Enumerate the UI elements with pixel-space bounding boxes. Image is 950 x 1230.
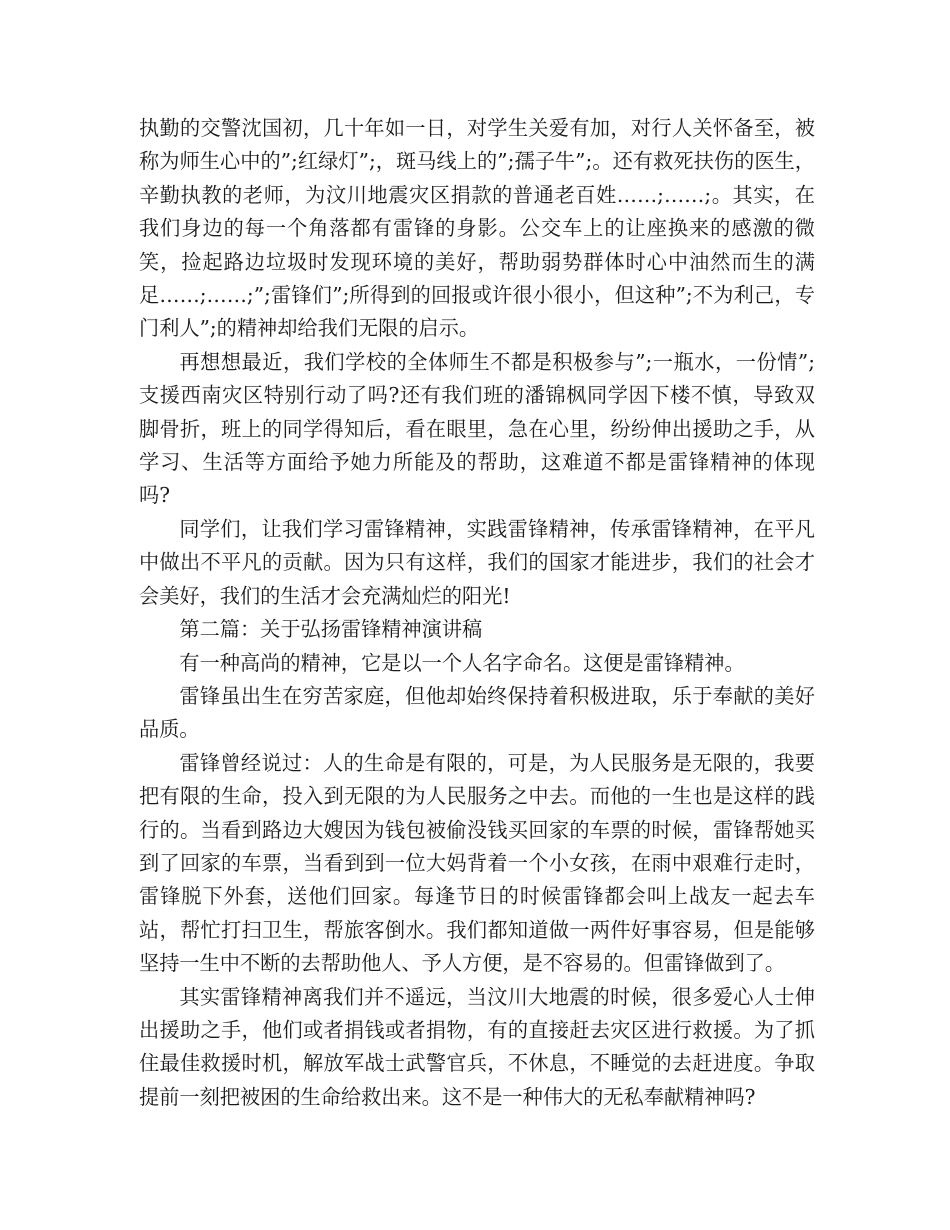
paragraph-continuation: 执勤的交警沈国初，几十年如一日，对学生关爱有加，对行人关怀备至，被称为师生心中的”;红绿灯”;，斑马线上的”;孺子牛”;。还有救死扶伤的医生，辛勤执教的老师，为汶川地震灾区捐款的普通老百姓……;……;。其实，在我们身边的每一个角落都有雷锋的身影。公交车上的让座换来的感激的微笑，捡起路边垃圾时发现环境的美好，帮助弱势群体时心中油然而生的满足……;……;”;雷锋们”;所得到的回报或许很小很小，但这种”;不为利己，专门利人”;的精神却给我们无限的启示。: [139, 116, 815, 341]
paragraph-wenchuan: 其实雷锋精神离我们并不遥远，当汶川大地震的时候，很多爱心人士伸出援助之手，他们或者捐钱或者捐物，有的直接赶去灾区进行救援。为了抓住最佳救援时机，解放军战士武警官兵，不休息，不睡觉的去赶进度。争取提前一刻把被困的生命给救出来。这不是一种伟大的无私奉献精神吗?: [139, 984, 815, 1109]
section-heading: 第二篇：关于弘扬雷锋精神演讲稿: [179, 617, 483, 642]
document-body: [139, 112, 815, 1114]
paragraph-school-relief: 再想想最近，我们学校的全体师生不都是积极参与”;一瓶水，一份情”;支援西南灾区特别行动了吗?还有我们班的潘锦枫同学因下楼不慎，导致双脚骨折，班上的同学得知后，看在眼里，急在心里，纷纷伸出援助之手，从学习、生活等方面给予她力所能及的帮助，这难道不都是雷锋精神的体现吗?: [139, 349, 815, 508]
paragraph-background: 雷锋虽出生在穷苦家庭，但他却始终保持着积极进取，乐于奉献的美好品质。: [139, 683, 815, 742]
paragraph-quote-deeds: 雷锋曾经说过：人的生命是有限的，可是，为人民服务是无限的，我要把有限的生命，投入到无限的为人民服务之中去。而他的一生也是这样的践行的。当看到路边大嫂因为钱包被偷没钱买回家的车票的时候，雷锋帮她买到了回家的车票，当看到到一位大妈背着一个小女孩，在雨中艰难行走时，雷锋脱下外套，送他们回家。每逢节日的时候雷锋都会叫上战友一起去车站，帮忙打扫卫生，帮旅客倒水。我们都知道做一两件好事容易，但是能够坚持一生中不断的去帮助他人、予人方便，是不容易的。但雷锋做到了。: [139, 750, 815, 976]
paragraph-call-to-action: 同学们，让我们学习雷锋精神，实践雷锋精神，传承雷锋精神，在平凡中做出不平凡的贡献。因为只有这样，我们的国家才能进步，我们的社会才会美好，我们的生活才会充满灿烂的阳光!: [139, 516, 815, 608]
paragraph-intro: 有一种高尚的精神，它是以一个人名字命名。这便是雷锋精神。: [179, 650, 745, 675]
